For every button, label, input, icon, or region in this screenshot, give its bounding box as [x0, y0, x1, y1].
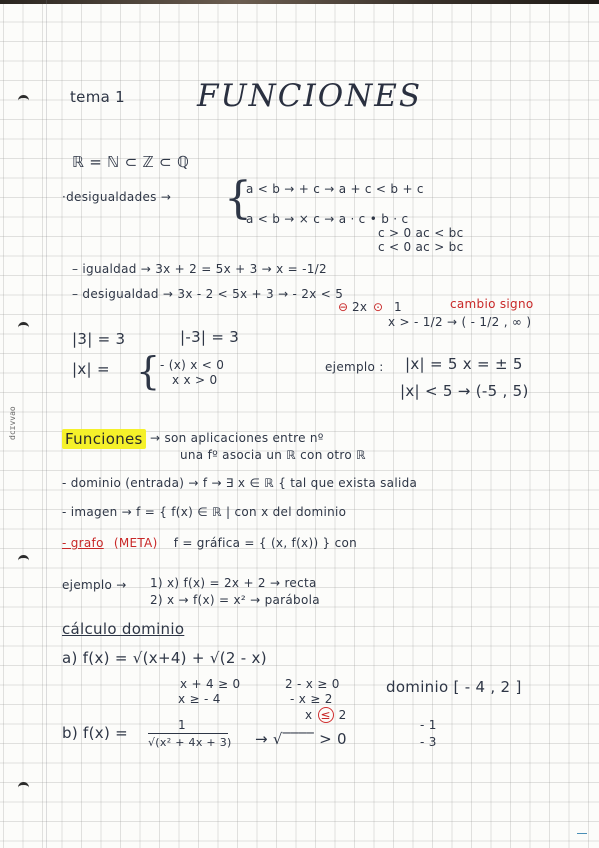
desigualdades-label: ·desigualdades →: [62, 190, 172, 204]
page-top-edge: [0, 0, 599, 4]
brace: {: [224, 173, 252, 224]
b-numerator: 1: [178, 718, 186, 732]
ring-hole: [18, 95, 29, 105]
ejemplo-f-1: 1) x) f(x) = 2x + 2 → recta: [150, 576, 317, 590]
dominio-line: - dominio (entrada) → f → ∃ x ∈ ℝ { tal que exista salida: [62, 476, 418, 490]
page-corner-mark: [577, 833, 587, 842]
funciones-def-2: una fº asocia un ℝ con otro ℝ: [180, 448, 366, 462]
igualdad-line: – igualdad → 3x + 2 = 5x + 3 → x = -1/2: [72, 262, 327, 276]
margin-code: dcɪvvao: [8, 406, 17, 440]
a-step-2: x ≥ - 4: [178, 692, 221, 706]
desig-step-mid: 2x: [352, 300, 368, 314]
a-step-5-circle: ≤: [318, 707, 334, 723]
ejemplo-abs-2: |x| < 5 → (-5 , 5): [400, 382, 529, 400]
ejemplo-abs-1: |x| = 5 x = ± 5: [405, 355, 523, 373]
a-step-4: - x ≥ 2: [290, 692, 333, 706]
margin-line: [46, 0, 47, 848]
grafo-meta: (META): [113, 536, 158, 550]
tema-label: tema 1: [70, 88, 126, 106]
desigualdad-line: – desigualdad → 3x - 2 < 5x + 3 → - 2x < 5: [72, 287, 344, 301]
ejemplo-f-label: ejemplo →: [62, 578, 127, 592]
a-step-5-post: 2: [338, 708, 347, 722]
abs-example-1: |3| = 3: [72, 330, 126, 348]
desig-result: x > - 1/2 → ( - 1/2 , ∞ ): [388, 315, 532, 329]
b-denominator: √(x² + 4x + 3): [148, 736, 232, 749]
a-step-5-pre: x: [305, 708, 313, 722]
a-step-5: [305, 707, 347, 723]
desig-rule-4: c < 0 ac > bc: [378, 240, 464, 254]
page-title: FUNCIONES: [197, 78, 423, 114]
grafo-line: [62, 536, 357, 550]
sets-line: ℝ = ℕ ⊂ ℤ ⊂ ℚ: [72, 153, 190, 171]
exercise-b: b) f(x) =: [62, 724, 129, 742]
abs-case-1: - (x) x < 0: [160, 358, 225, 372]
sign-circle-1: ⊖: [338, 300, 349, 314]
desig-rule-1: a < b → + c → a + c < b + c: [246, 182, 424, 196]
ring-hole: [18, 782, 29, 792]
funciones-highlight: Funciones: [62, 429, 146, 449]
funciones-def-1: → son aplicaciones entre nº: [150, 431, 324, 445]
b-root-1: - 1: [420, 718, 437, 732]
a-dominio: dominio [ - 4 , 2 ]: [386, 678, 522, 696]
b-root-2: - 3: [420, 735, 437, 749]
ejemplo-abs-label: ejemplo :: [325, 360, 384, 374]
calculo-heading: cálculo dominio: [62, 620, 185, 638]
grafo-rest: f = gráfica = { (x, f(x)) } con: [173, 536, 358, 550]
ring-hole: [18, 555, 29, 565]
ring-hole: [18, 322, 29, 332]
ejemplo-f-2: 2) x → f(x) = x² → parábola: [150, 593, 320, 607]
abs-case-2: x x > 0: [172, 373, 218, 387]
b-rest: → √‾‾‾‾ > 0: [255, 730, 347, 748]
fraction-bar: [148, 733, 228, 734]
grafo-label: - grafo: [62, 536, 104, 550]
abs-brace: {: [136, 349, 161, 393]
cambio-signo-note: cambio signo: [450, 297, 534, 311]
funciones-heading: [62, 430, 146, 448]
desig-rule-3: c > 0 ac < bc: [378, 226, 464, 240]
imagen-line: - imagen → f = { f(x) ∈ ℝ | con x del dominio: [62, 505, 347, 519]
abs-def-left: |x| =: [72, 360, 110, 378]
a-step-3: 2 - x ≥ 0: [285, 677, 340, 691]
exercise-a: a) f(x) = √(x+4) + √(2 - x): [62, 649, 267, 667]
sign-circle-2: ⊙: [373, 300, 384, 314]
desig-step-end: 1: [394, 300, 402, 314]
desig-rule-2: a < b → × c → a · c • b · c: [246, 212, 409, 226]
a-step-1: x + 4 ≥ 0: [180, 677, 241, 691]
abs-example-2: |-3| = 3: [180, 328, 240, 346]
